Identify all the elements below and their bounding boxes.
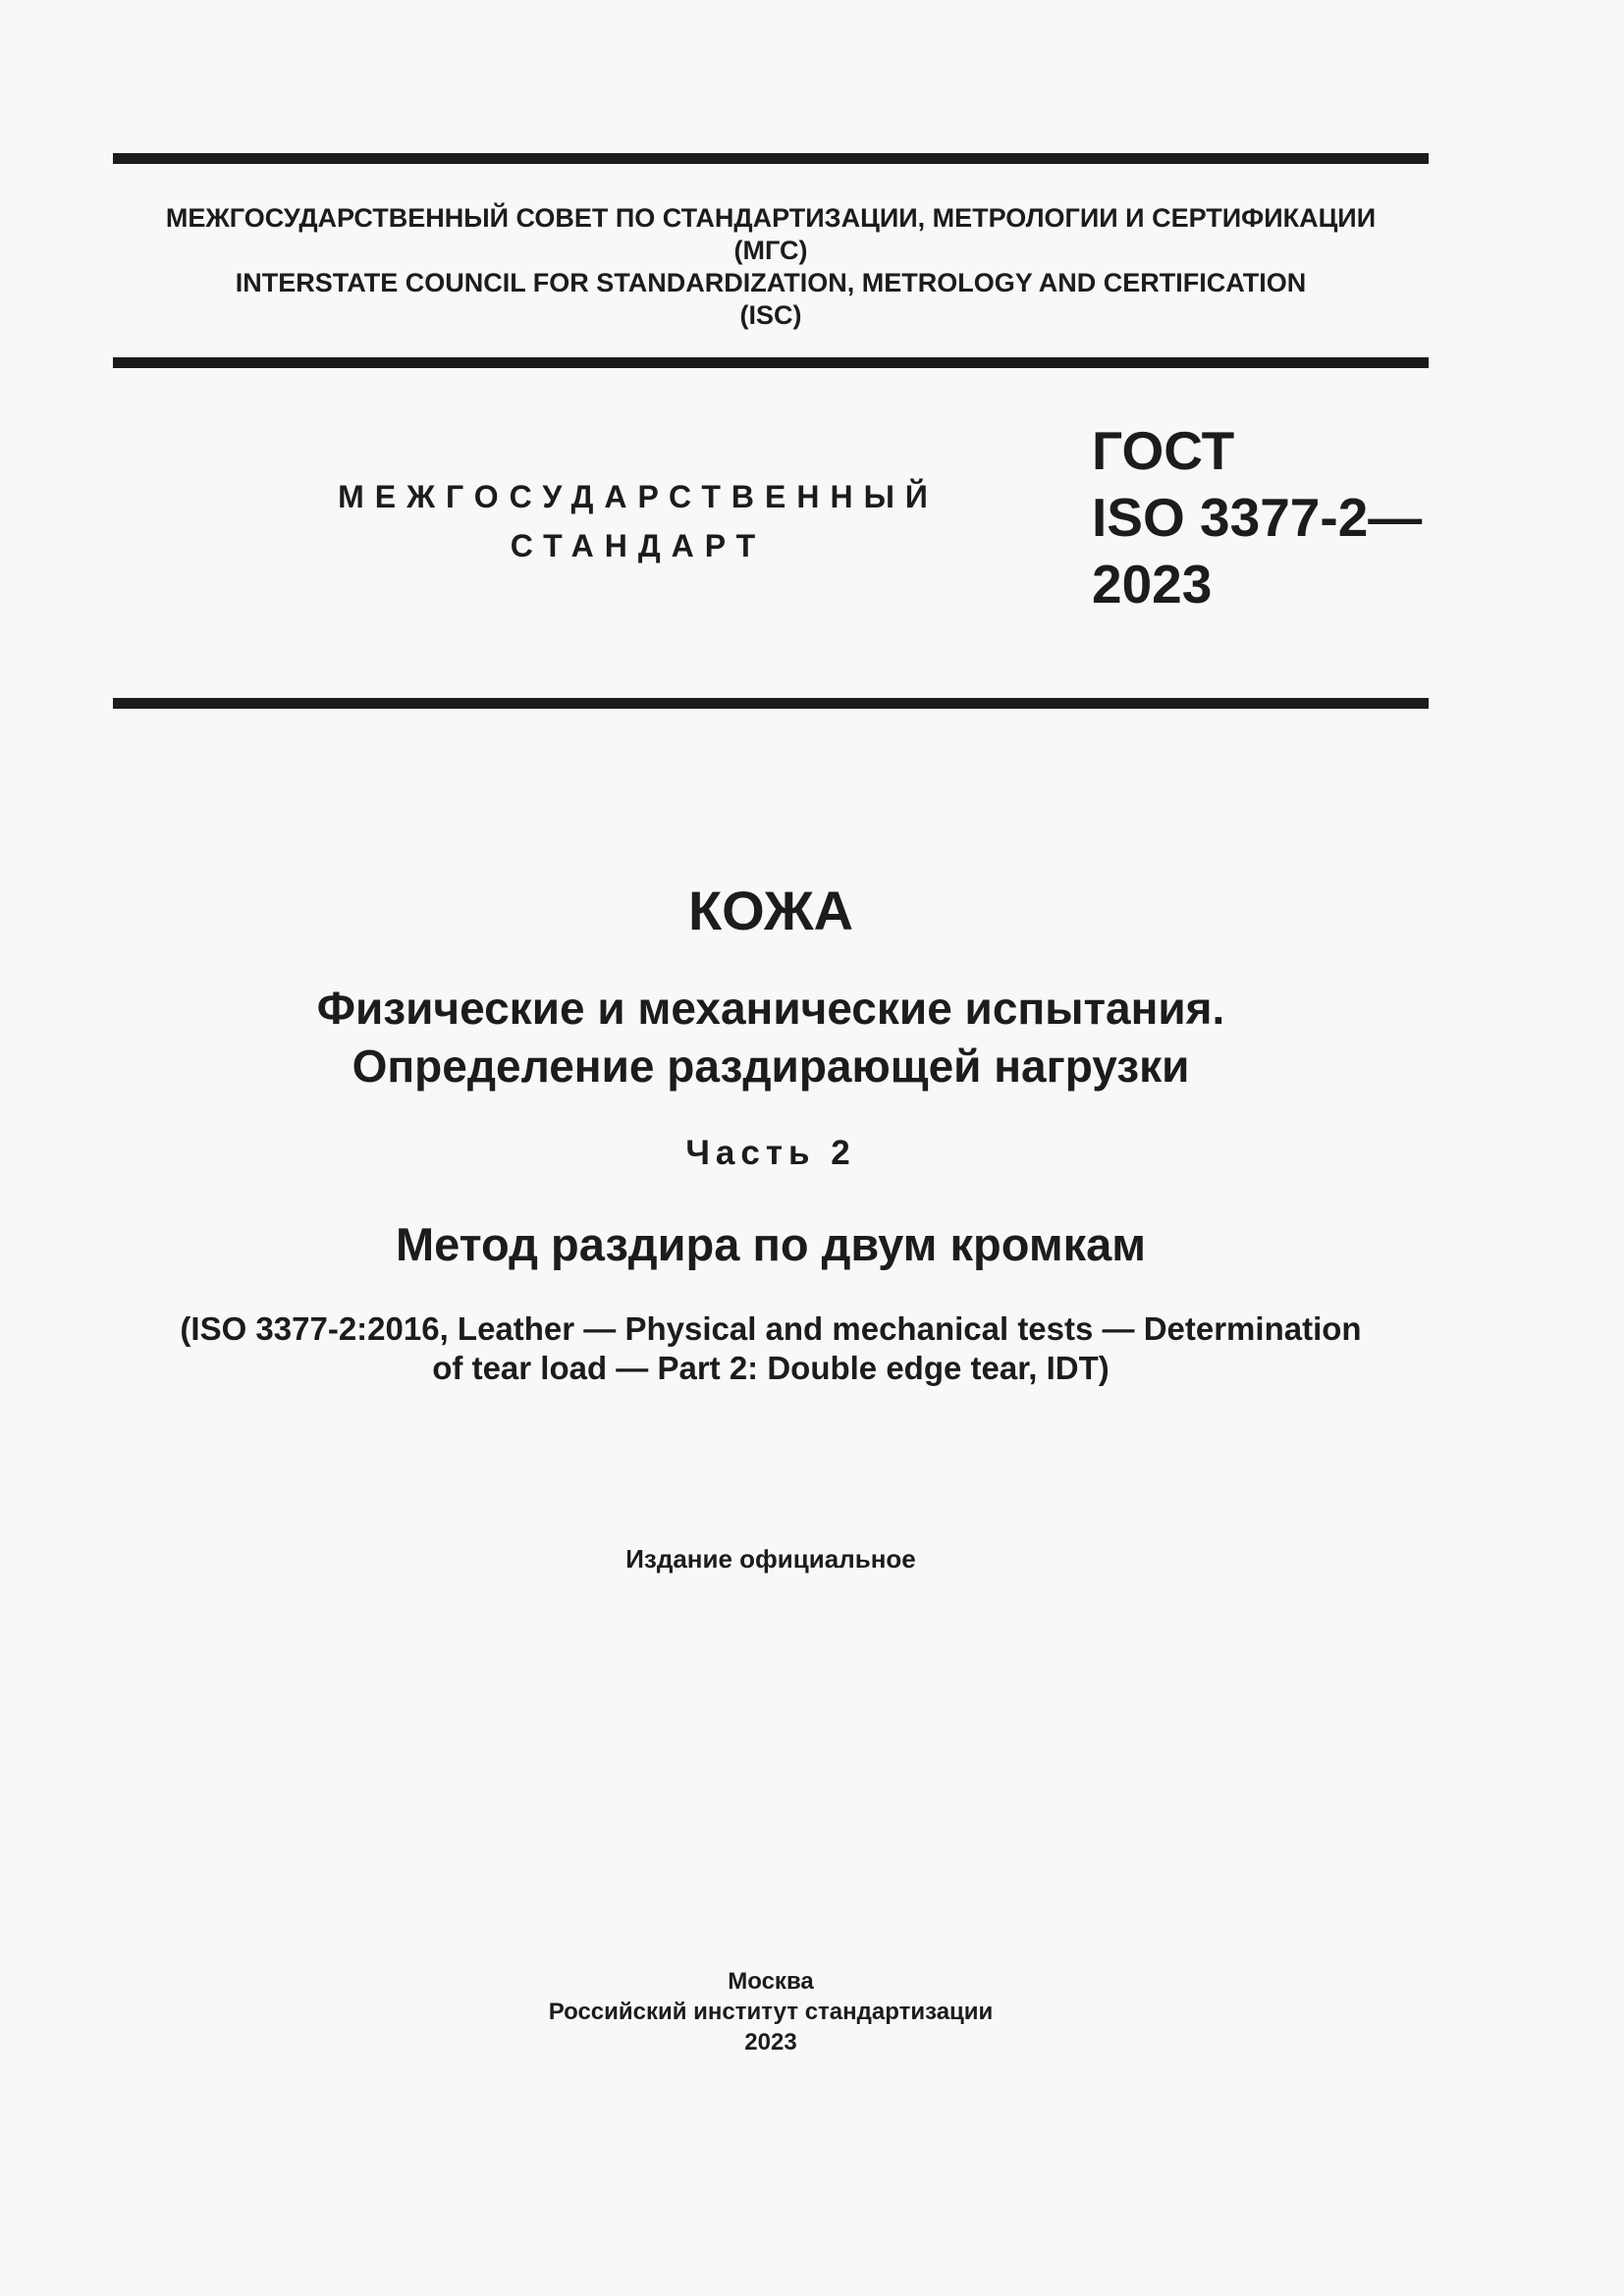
- iso-reference-line-2: of tear load — Part 2: Double edge tear, IDT): [432, 1350, 1110, 1386]
- standard-type-line-1: МЕЖГОСУДАРСТВЕННЫЙ: [338, 479, 939, 514]
- council-abbr-en: (ISC): [739, 300, 802, 330]
- standard-type-label: [295, 472, 982, 570]
- subtitle-line-1: Физические и механические испытания.: [316, 983, 1225, 1034]
- standard-number: [1092, 417, 1422, 617]
- method-title: Метод раздира по двум кромкам: [395, 1218, 1147, 1270]
- imprint-year: 2023: [744, 2029, 797, 2056]
- standard-type-line-2: СТАНДАРТ: [510, 528, 767, 563]
- standard-number-line-3: 2023: [1092, 554, 1213, 614]
- document-subtitle: [113, 980, 1429, 1095]
- title-block-rule: [113, 698, 1429, 709]
- imprint-city: Москва: [728, 1968, 814, 1995]
- subtitle-line-2: Определение раздирающей нагрузки: [352, 1041, 1190, 1092]
- iso-reference-line-1: (ISO 3377-2:2016, Leather — Physical and mechanical tests — Determination: [180, 1310, 1362, 1347]
- council-name-en: INTERSTATE COUNCIL FOR STANDARDIZATION, METROLOGY AND CERTIFICATION: [235, 268, 1307, 297]
- edition-label: Издание официальное: [625, 1544, 916, 1574]
- imprint: [113, 1966, 1429, 2057]
- iso-reference: [113, 1309, 1429, 1388]
- council-abbr-ru: (МГС): [733, 236, 808, 265]
- document-title: КОЖА: [687, 880, 854, 941]
- part-label: Часть 2: [685, 1134, 856, 1172]
- header-bottom-rule: [113, 357, 1429, 368]
- council-name-ru: МЕЖГОСУДАРСТВЕННЫЙ СОВЕТ ПО СТАНДАРТИЗАЦИИ, МЕТРОЛОГИИ И СЕРТИФИКАЦИИ: [165, 203, 1377, 233]
- top-rule: [113, 153, 1429, 164]
- standard-number-line-1: ГОСТ: [1092, 420, 1235, 481]
- council-header: [113, 202, 1429, 332]
- imprint-publisher: Российский институт стандартизации: [548, 1999, 994, 2025]
- standard-number-line-2: ISO 3377-2—: [1092, 487, 1423, 548]
